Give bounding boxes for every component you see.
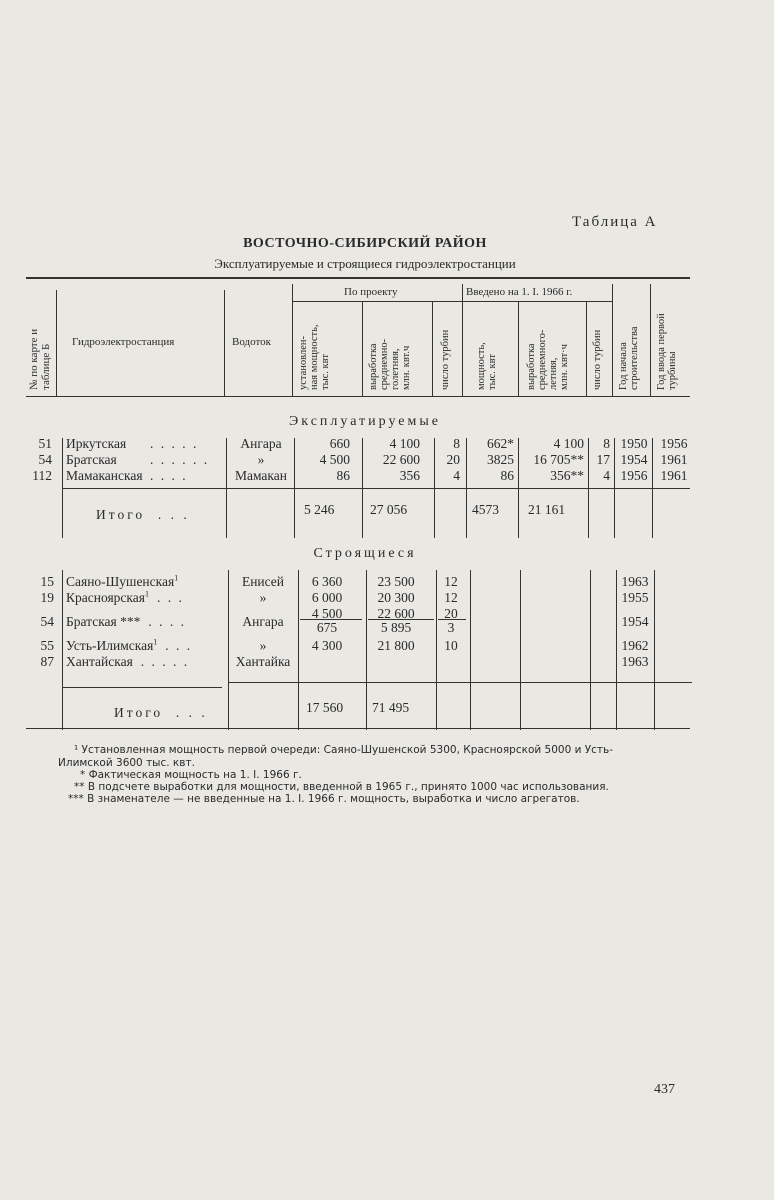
proj-output-denominator: 5 895 xyxy=(380,620,412,635)
operating-total-intro-output: 21 161 xyxy=(528,502,566,517)
year-start: 1963 xyxy=(621,574,649,589)
building-total-output: 71 495 xyxy=(372,700,410,715)
section-operating-title: Эксплуатируемые xyxy=(289,414,441,429)
proj-capacity: 86 xyxy=(336,468,350,483)
river-name: » xyxy=(259,590,267,605)
proj-capacity-denominator: 675 xyxy=(316,620,338,635)
river-name: » xyxy=(259,638,267,653)
header-divider xyxy=(224,290,225,396)
proj-turbines: 12 xyxy=(444,590,458,605)
building-total-rule xyxy=(228,682,692,683)
proj-turbines: 4 xyxy=(453,468,460,483)
header-year-first: Год ввода первой турбины xyxy=(656,313,678,390)
intro-capacity: 662* xyxy=(487,436,514,451)
header-bottom-rule xyxy=(26,396,690,397)
operating-total-capacity: 5 246 xyxy=(304,502,335,517)
header-divider xyxy=(432,301,433,396)
header-proj-capacity: установлен- ная мощность, тыс. квт xyxy=(298,324,331,390)
river-name: Хантайка xyxy=(235,654,291,669)
operating-total-rule xyxy=(62,488,690,489)
table-subtitle: Эксплуатируемые и строящиеся гидроэлектростанции xyxy=(214,256,516,271)
station-name xyxy=(66,638,192,653)
year-start: 1950 xyxy=(620,436,648,451)
footnote: *** В знаменателе — не введенные на 1. I. 1966 г. мощность, выработка и число агрегатов. xyxy=(68,793,580,805)
proj-turbines: 20 xyxy=(446,452,460,467)
year-start: 1955 xyxy=(621,590,649,605)
row-num: 15 xyxy=(40,574,54,589)
intro-output: 356** xyxy=(550,468,584,483)
intro-output: 16 705** xyxy=(533,452,584,467)
intro-turbines: 8 xyxy=(603,436,610,451)
header-introduced: Введено на 1. I. 1966 г. xyxy=(466,286,573,298)
header-group-rule xyxy=(292,301,612,302)
header-divider xyxy=(292,284,293,396)
row-num: 87 xyxy=(40,654,54,669)
intro-output: 4 100 xyxy=(553,436,584,451)
proj-capacity: 4 300 xyxy=(311,638,343,653)
station-name-text: Усть-Илимская xyxy=(66,638,154,653)
station-dots: . . . xyxy=(165,638,193,653)
row-num: 112 xyxy=(32,468,52,483)
building-total-capacity: 17 560 xyxy=(306,700,344,715)
station-dots: . . . xyxy=(156,590,184,605)
river-name: » xyxy=(257,452,265,467)
header-intro-output: выработка среднемного- летняя, млн. квт·ч xyxy=(526,329,570,390)
year-first: 1961 xyxy=(660,468,688,483)
proj-output: 4 100 xyxy=(389,436,420,451)
header-num: № по карте и таблице Б xyxy=(28,328,52,390)
station-dots: . . . . . . xyxy=(150,452,210,467)
header-intro-capacity: мощность, тыс. квт xyxy=(476,342,498,390)
proj-turbines-denominator: 3 xyxy=(447,620,455,635)
page-number: 437 xyxy=(654,1082,675,1097)
station-dots: . . . . xyxy=(150,468,188,483)
station-name: Мамаканская xyxy=(66,468,143,483)
river-name: Ангара xyxy=(242,614,284,629)
intro-capacity: 3825 xyxy=(487,452,514,467)
proj-output: 20 300 xyxy=(377,590,415,605)
header-divider xyxy=(650,284,651,396)
station-name: Братская xyxy=(66,452,117,467)
year-start: 1954 xyxy=(621,614,649,629)
station-name-text: Хантайская xyxy=(66,654,133,669)
table-label: Таблица А xyxy=(572,214,658,230)
building-total-label: Итого . . . xyxy=(114,705,208,720)
station-dots: . . . . xyxy=(148,614,187,629)
row-num: 19 xyxy=(40,590,54,605)
proj-turbines: 20 xyxy=(444,606,458,621)
proj-turbines: 8 xyxy=(453,436,460,451)
footnote: Илимской 3600 тыс. квт. xyxy=(58,757,195,769)
header-divider xyxy=(362,301,363,396)
footnote: ¹ Установленная мощность первой очереди: Саяно-Шушенской 5300, Красноярской 5000 и Усть- xyxy=(74,744,614,756)
proj-capacity: 6 360 xyxy=(311,574,343,589)
footnote: * Фактическая мощность на 1. I. 1966 г. xyxy=(80,769,302,781)
footnote: ** В подсчете выработки для мощности, введенной в 1965 г., принято 1000 час использования. xyxy=(74,781,609,793)
operating-total-label: Итого . . . xyxy=(96,507,190,522)
header-top-rule xyxy=(26,277,690,279)
station-dots: . . . . . xyxy=(140,654,190,669)
header-divider xyxy=(56,290,57,396)
footnote-mark: 1 xyxy=(144,589,149,599)
station-name xyxy=(66,614,186,629)
proj-capacity: 4 500 xyxy=(319,452,350,467)
table-bottom-rule xyxy=(26,728,690,729)
body-divider xyxy=(62,570,63,730)
intro-turbines: 17 xyxy=(596,452,610,467)
proj-capacity: 660 xyxy=(329,436,350,451)
station-name xyxy=(66,654,189,669)
proj-capacity: 6 000 xyxy=(311,590,343,605)
year-start: 1956 xyxy=(620,468,648,483)
proj-output: 22 600 xyxy=(377,606,415,621)
station-name-text: Красноярская xyxy=(66,590,145,605)
row-num: 51 xyxy=(38,436,52,451)
header-proj-output: выработка среднемно- голетняя, млн. квт.ч xyxy=(368,338,412,390)
fraction-rule xyxy=(300,619,362,620)
year-first: 1956 xyxy=(660,436,688,451)
footnote-mark: 1 xyxy=(153,637,158,647)
header-divider xyxy=(586,301,587,396)
header-divider xyxy=(462,284,463,396)
row-num: 54 xyxy=(38,452,52,467)
section-building-title: Строящиеся xyxy=(313,546,417,561)
header-by-project: По проекту xyxy=(344,286,398,298)
station-name-text: Братская *** xyxy=(66,614,141,629)
operating-total-output: 27 056 xyxy=(370,502,408,517)
body-divider xyxy=(654,570,655,730)
year-start: 1963 xyxy=(621,654,649,669)
body-divider xyxy=(436,570,437,730)
header-station: Гидроэлектростанция xyxy=(72,336,175,348)
fraction-rule xyxy=(438,619,466,620)
station-name xyxy=(66,574,186,589)
proj-output: 356 xyxy=(399,468,420,483)
header-year-start: Год начала строительства xyxy=(618,326,640,390)
header-river: Водоток xyxy=(232,336,271,348)
proj-turbines: 10 xyxy=(444,638,458,653)
river-name: Мамакан xyxy=(234,468,287,483)
proj-capacity: 4 500 xyxy=(311,606,343,621)
building-total-rule xyxy=(62,687,222,688)
body-divider xyxy=(590,570,591,730)
body-divider xyxy=(470,570,471,730)
intro-capacity: 86 xyxy=(500,468,514,483)
proj-output: 22 600 xyxy=(382,452,420,467)
intro-turbines: 4 xyxy=(603,468,610,483)
proj-output: 21 800 xyxy=(377,638,415,653)
fraction-rule xyxy=(368,619,434,620)
header-divider xyxy=(518,301,519,396)
station-name xyxy=(66,590,184,605)
body-divider xyxy=(520,570,521,730)
row-num: 55 xyxy=(40,638,54,653)
footnote-mark: 1 xyxy=(174,573,179,583)
table-title: ВОСТОЧНО-СИБИРСКИЙ РАЙОН xyxy=(243,236,487,251)
station-name-text: Саяно-Шушенская xyxy=(66,574,175,589)
proj-output: 23 500 xyxy=(377,574,415,589)
year-start: 1954 xyxy=(620,452,648,467)
operating-total-intro-capacity: 4573 xyxy=(472,502,499,517)
year-start: 1962 xyxy=(621,638,649,653)
river-name: Ангара xyxy=(240,436,282,451)
header-intro-turbines: число турбин xyxy=(592,329,603,390)
station-name: Иркутская xyxy=(66,436,127,451)
row-num: 54 xyxy=(40,614,54,629)
header-proj-turbines: число турбин xyxy=(440,329,451,390)
header-divider xyxy=(612,284,613,396)
body-divider xyxy=(298,570,299,730)
year-first: 1961 xyxy=(660,452,688,467)
station-dots: . . . . . xyxy=(150,436,199,451)
river-name: Енисей xyxy=(241,574,285,589)
proj-turbines: 12 xyxy=(444,574,458,589)
